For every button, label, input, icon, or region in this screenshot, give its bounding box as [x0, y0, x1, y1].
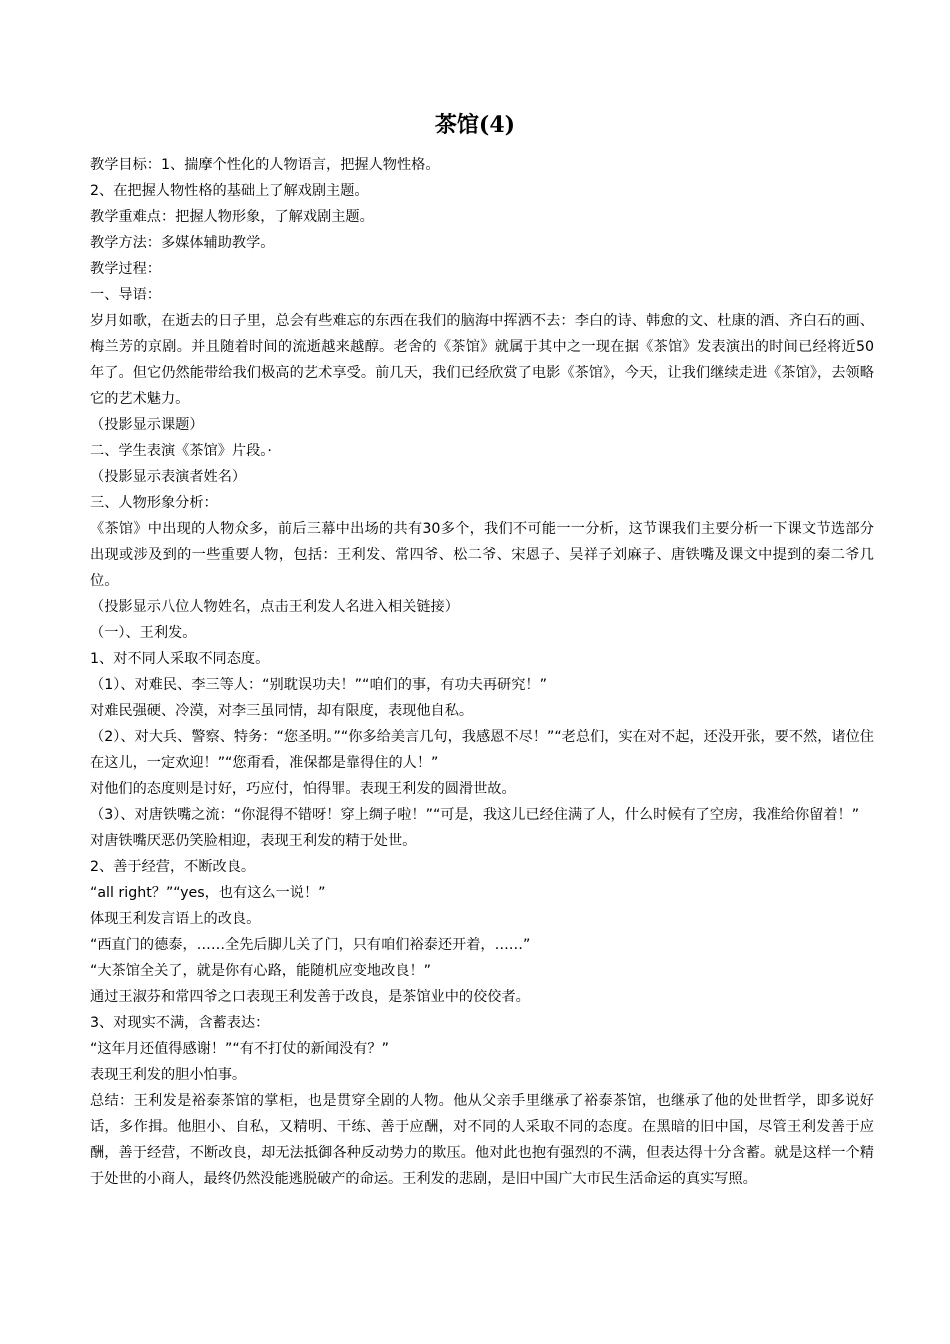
- paragraph: （一）、王利发。: [90, 625, 197, 641]
- paragraph: 教学方法：多媒体辅助教学。: [90, 235, 275, 251]
- paragraph: “这年月还值得感谢！”“有不打仗的新闻没有？”: [90, 1041, 389, 1057]
- paragraph: “大茶馆全关了，就是你有心路，能随机应变地改良！”: [90, 963, 432, 979]
- paragraph: 教学过程：: [90, 261, 161, 277]
- paragraph: （2）、对大兵、警察、特务：“您圣明。”“你多给美言几句，我感恩不尽！”“老总们，实在对不起，还没开张，要不然，诸位住在这儿，一定欢迎！”“您甭看，准保都是靠得住的人！”: [90, 729, 874, 771]
- paragraph: 一、导语：: [90, 287, 161, 303]
- paragraph: 对难民强硬、冷漠，对李三虽同情，却有限度，表现他自私。: [90, 703, 474, 719]
- paragraph: （投影显示课题）: [90, 417, 204, 433]
- paragraph: 2、善于经营，不断改良。: [90, 859, 256, 875]
- paragraph: “西直门的德泰，……全先后脚儿关了门，只有咱们裕泰还开着，……”: [90, 937, 531, 953]
- paragraph: 二、学生表演《茶馆》片段。·: [90, 443, 272, 459]
- paragraph: “all right？”“yes，也有这么一说！”: [90, 885, 326, 901]
- paragraph: （1）、对难民、李三等人：“别耽误功夫！”“咱们的事，有功夫再研究！”: [90, 677, 547, 693]
- paragraph: 教学重难点：把握人物形象，了解戏剧主题。: [90, 209, 374, 225]
- paragraph: 三、人物形象分析：: [90, 495, 218, 511]
- document-body: [90, 152, 874, 1192]
- paragraph: 对他们的态度则是讨好，巧应付，怕得罪。表现王利发的圆滑世故。: [90, 781, 516, 797]
- paragraph: 3、对现实不满，含蓄表达：: [90, 1015, 270, 1031]
- paragraph: 岁月如歌，在逝去的日子里，总会有些难忘的东西在我们的脑海中挥洒不去：李白的诗、韩愈的文、杜康的酒、齐白石的画、梅兰芳的京剧。并且随着时间的流逝越来越醇。老舍的《茶馆》就属于其中之一现在据《茶馆》发表演出的时间已经将近50年了。但它仍然能带给我们极高的艺术享受。前几天，我们已经欣赏了电影《茶馆》，今天，让我们继续走进《茶馆》，去领略它的艺术魅力。: [90, 313, 874, 407]
- paragraph: 体现王利发言语上的改良。: [90, 911, 261, 927]
- paragraph: 通过王淑芬和常四爷之口表现王利发善于改良，是茶馆业中的佼佼者。: [90, 989, 530, 1005]
- document-title: 茶馆(4): [434, 112, 516, 138]
- paragraph: 总结：王利发是裕泰茶馆的掌柜，也是贯穿全剧的人物。他从父亲手里继承了裕泰茶馆，也继承了他的处世哲学，即多说好话，多作揖。他胆小、自私，又精明、干练、善于应酬，对不同的人采取不同的态度。在黑暗的旧中国，尽管王利发善于应酬，善于经营，不断改良，却无法抵御各种反动势力的欺压。他对此也抱有强烈的不满，但表达得十分含蓄。就是这样一个精于处世的小商人，最终仍然没能逃脱破产的命运。王利发的悲剧，是旧中国广大市民生活命运的真实写照。: [90, 1093, 874, 1187]
- paragraph: 2、在把握人物性格的基础上了解戏剧主题。: [90, 183, 369, 199]
- paragraph: （3）、对唐铁嘴之流：“你混得不错呀！穿上绸子啦！”“可是，我这儿已经住满了人，什么时候有了空房，我准给你留着！”: [90, 807, 860, 823]
- paragraph: 表现王利发的胆小怕事。: [90, 1067, 247, 1083]
- paragraph: 1、对不同人采取不同态度。: [90, 651, 270, 667]
- paragraph: 对唐铁嘴厌恶仍笑脸相迎，表现王利发的精于处世。: [90, 833, 417, 849]
- paragraph: 《茶馆》中出现的人物众多，前后三幕中出场的共有30多个，我们不可能一一分析，这节课我们主要分析一下课文节选部分出现或涉及到的一些重要人物，包括：王利发、常四爷、松二爷、宋恩子、吴祥子刘麻子、唐铁嘴及课文中提到的秦二爷几位。: [90, 521, 874, 589]
- paragraph: 教学目标：1、揣摩个性化的人物语言，把握人物性格。: [90, 157, 440, 173]
- paragraph: （投影显示表演者姓名）: [90, 469, 247, 485]
- paragraph: （投影显示八位人物姓名，点击王利发人名进入相关链接）: [90, 599, 459, 615]
